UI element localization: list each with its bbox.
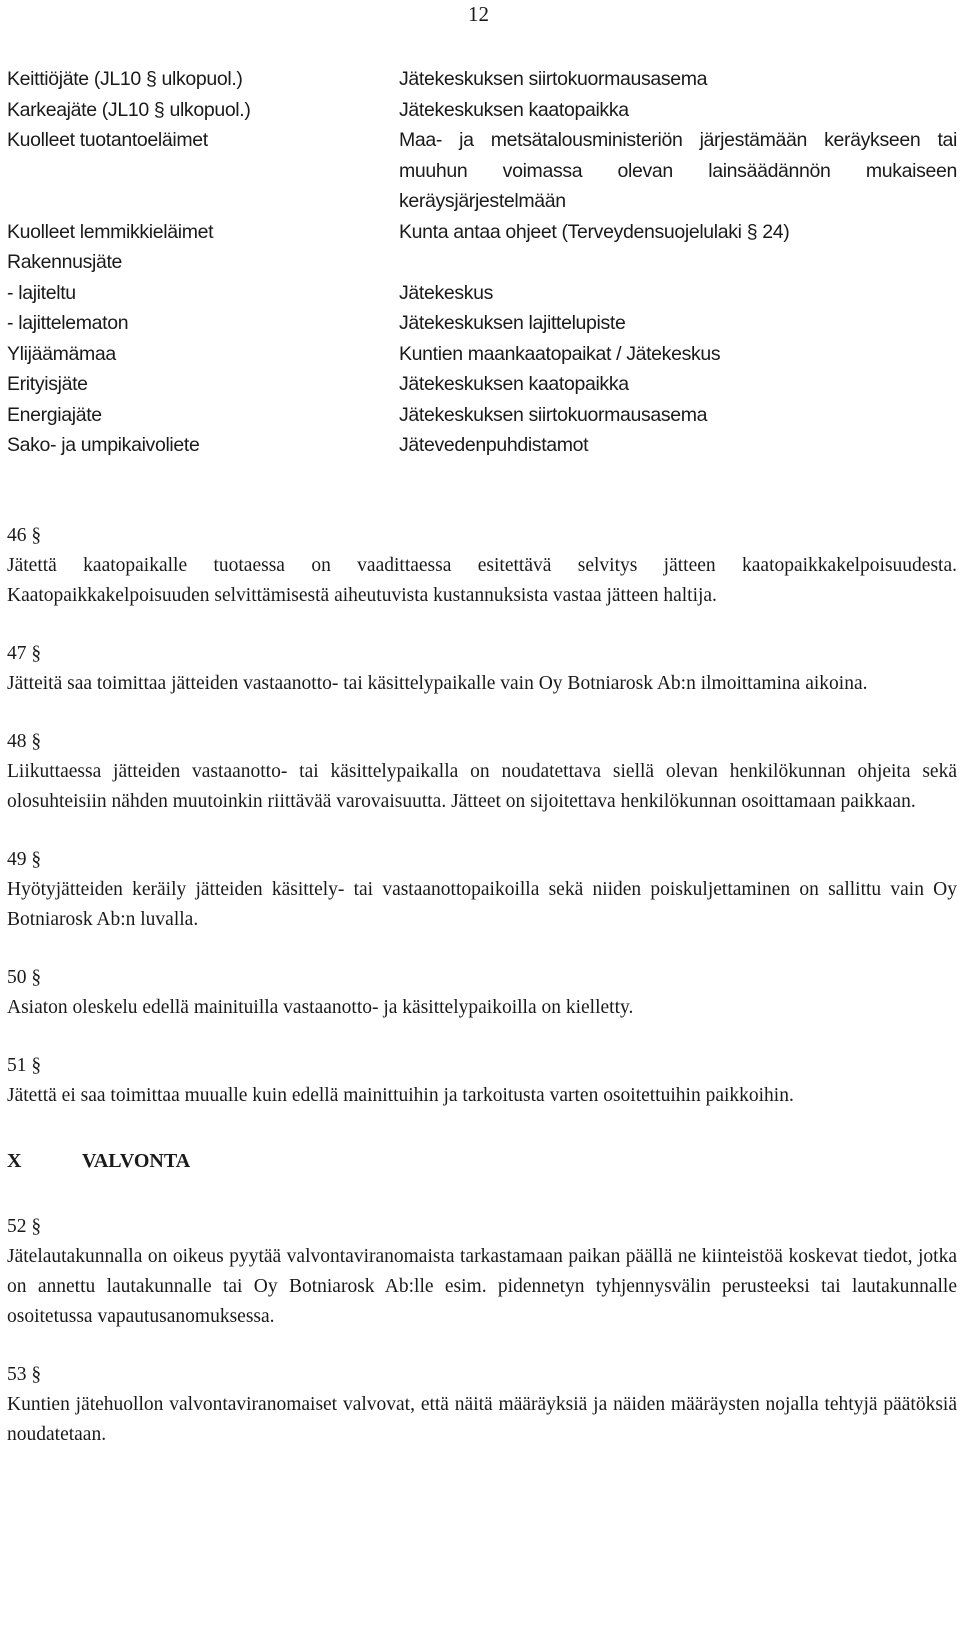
chapter-title: VALVONTA [82,1150,191,1172]
section-text: Hyötyjätteiden keräily jätteiden käsittely- tai vastaanottopaikoilla sekä niiden poiskuljettaminen on sallittu vain Oy Botniarosk Ab:n luvalla. [7,879,957,930]
disposal-place: Kuntien maankaatopaikat / Jätekeskus [399,342,721,365]
section-text: Asiaton oleskelu edellä mainituilla vastaanotto- ja käsittelypaikoilla on kielletty. [7,997,634,1018]
section-number: 46 § [7,525,42,546]
table-row [7,278,957,309]
section-50 [7,963,957,1023]
section-53 [7,1360,957,1450]
waste-disposal-table [7,64,957,461]
disposal-place: Jätekeskuksen lajittelupiste [399,312,626,334]
section-number: 53 § [7,1364,42,1385]
waste-type: Erityisjäte [7,373,88,395]
section-47 [7,639,957,699]
disposal-place: Jätekeskuksen siirtokuormausasema [399,403,708,426]
waste-type: Keittiöjäte (JL10 § ulkopuol.) [7,68,243,90]
disposal-place: Jätekeskuksen siirtokuormausasema [399,68,708,90]
section-number: 51 § [7,1055,42,1076]
section-number: 49 § [7,849,42,870]
chapter-heading [7,1146,957,1176]
section-text: Liikuttaessa jätteiden vastaanotto- tai käsittelypaikalla on noudatettava siellä olevan henkilökunnan ohjeita sekä olosuhteisiin nähden muutoinkin riittävää varovaisuutta. Jätteet on sijoitettava henkilökunnan osoittamaan paikkaan. [7,761,957,812]
table-row [7,339,957,370]
section-number: 52 § [7,1216,42,1237]
section-52 [7,1212,957,1332]
section-51 [7,1051,957,1111]
table-row [7,95,957,126]
section-text: Jätettä kaatopaikalle tuotaessa on vaadittaessa esitettävä selvitys jätteen kaatopaikkakelpoisuudesta. Kaatopaikkakelpoisuuden selvittämisestä aiheutuvista kustannuksista vastaa jätteen haltija. [7,555,957,606]
section-number: 48 § [7,731,42,752]
section-49 [7,845,957,935]
table-row [7,308,957,339]
regulation-sections [7,521,957,1478]
waste-type: Energiajäte [7,403,102,426]
section-text: Jätteitä saa toimittaa jätteiden vastaanotto- tai käsittelypaikalle vain Oy Botniarosk Ab:n ilmoittamina aikoina. [7,673,868,694]
page-number: 12 [468,2,489,26]
section-number: 47 § [7,643,42,664]
disposal-place: Jätevedenpuhdistamot [399,434,589,456]
disposal-place: Jätekeskuksen kaatopaikka [399,373,629,395]
waste-type: Kuolleet lemmikkieläimet [7,220,214,243]
section-text: Jätettä ei saa toimittaa muualle kuin edellä mainittuihin ja tarkoitusta varten osoitettuihin paikkoihin. [7,1085,794,1106]
disposal-place: Jätekeskus [399,281,494,304]
waste-type: Kuolleet tuotantoeläimet [7,129,208,151]
table-row [7,247,957,278]
waste-type: - lajiteltu [7,281,76,304]
waste-type: Rakennusjäte [7,251,123,273]
waste-type: Sako- ja umpikaivoliete [7,434,200,456]
table-row [7,430,957,461]
section-46 [7,521,957,611]
waste-type: Karkeajäte (JL10 § ulkopuol.) [7,98,251,121]
table-row [7,400,957,431]
section-text: Jätelautakunnalla on oikeus pyytää valvontaviranomaista tarkastamaan paikan päällä ne kiinteistöä koskevat tiedot, jotka on annettu lautakunnalle tai Oy Botniarosk Ab:lle esim. pidennetyn tyhjennysvälin perusteeksi tai lautakunnalle osoitetussa vapautusanomuksessa. [7,1246,957,1327]
chapter-number: X [7,1150,22,1172]
section-text: Kuntien jätehuollon valvontaviranomaiset valvovat, että näitä määräyksiä ja näiden määräysten nojalla tehtyjä päätöksiä noudatetaan. [7,1394,957,1445]
table-row [7,125,957,217]
disposal-place: Maa- ja metsätalousministeriön järjestämään keräykseen tai muuhun voimassa olevan lainsäädännön mukaiseen keräysjärjestelmään [399,129,957,212]
disposal-place: Kunta antaa ohjeet (Terveydensuojelulaki § 24) [399,220,790,243]
section-number: 50 § [7,967,42,988]
table-row [7,217,957,248]
waste-type: - lajittelematon [7,312,129,334]
disposal-place [399,247,957,278]
disposal-place: Jätekeskuksen kaatopaikka [399,98,629,121]
section-48 [7,727,957,817]
table-row [7,64,957,95]
waste-type: Ylijäämämaa [7,342,116,365]
table-row [7,369,957,400]
